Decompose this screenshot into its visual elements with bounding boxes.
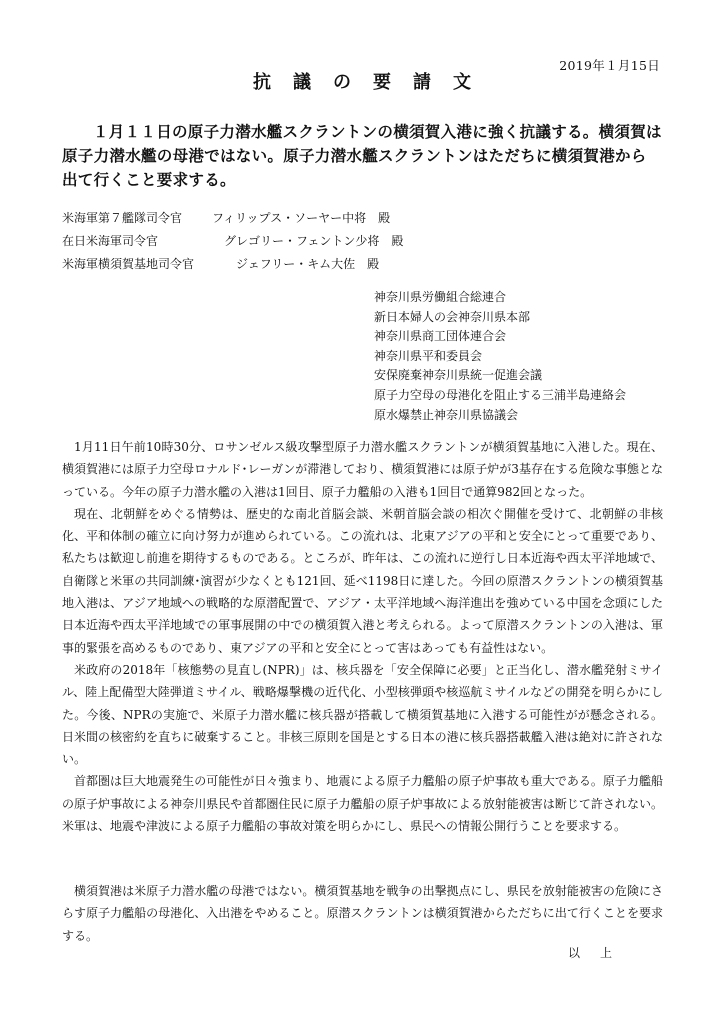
body-paragraph: 1月11日午前10時30分、ロサンゼルス級攻撃型原子力潜水艦スクラントンが横須賀基地に入港した。現在、横須賀港には原子力空母ロナルド･レーガンが滞港しており、横須賀港には原子炉が3基存在する危険な事態となっている。今年の原子力潜水艦の入港は1回目、原子力艦船の入港も1回目で通算982回となった。 <box>62 440 663 499</box>
addressee-row <box>62 229 462 252</box>
body-paragraph: 米政府の2018年「核態勢の見直し(NPR)」は、核兵器を「安全保障に必要」と正当化し、潜水艦発射ミサイル、陸上配備型大陸弾道ミサイル、戦略爆撃機の近代化、小型核弾頭や核巡航ミサイルなどの開発を明らかにした。今後、NPRの実施で、米原子力潜水艦に核兵器が搭載して横須賀基地に入港する可能性がが懸念される。日米間の核密約を直ちに破棄すること。非核三原則を国是とする日本の港に核兵器搭載艦入港は絶対に許されない。 <box>62 662 663 767</box>
conclusion-paragraph: 横須賀港は米原子力潜水艦の母港ではない。横須賀基地を戦争の出撃拠点にし、県民を放射能被害の危険にさらす原子力艦船の母港化、入出港をやめること。原潜スクラントンは横須賀港からただちに出て行くことを要求する。 <box>62 884 663 943</box>
sender-org: 原子力空母の母港化を阻止する三浦半島連絡会 <box>374 387 627 402</box>
addressee-org: 在日米海軍司令官 <box>62 234 159 248</box>
body-paragraph: 現在、北朝鮮をめぐる情勢は、歴史的な南北首脳会談、米朝首脳会談の相次ぐ開催を受けて、北朝鮮の非核化、平和体制の確立に向け努力が進められている。この流れは、北東アジアの平和と安全にとって重要であり、私たちは歓迎し前進を期待するものである。ところが、昨年は、この流れに逆行し日本近海や西太平洋地域で、自衛隊と米軍の共同訓練･演習が少なくとも121回、延べ1198日に達した。今回の原潜スクラントンの横須賀基地入港は、アジア地域への戦略的な原潜配置で、アジア・太平洋地域へ海洋進出を強めている中国を念頭にした日本近海や西太平洋地域での軍事展開の中での横須賀入港と考えられる。よって原潜スクラントンの入港は、軍事的緊張を高めるものであり、東アジアの平和と安全にとって害はあっても有益性はない。 <box>62 506 663 655</box>
sender-list <box>374 288 674 425</box>
sender-org: 安保廃棄神奈川県統一促進会議 <box>374 368 543 383</box>
sender-org: 神奈川県労働組合総連合 <box>374 290 507 304</box>
sender-org: 新日本婦人の会神奈川県本部 <box>374 309 531 324</box>
addressee-org: 米海軍横須賀基地司令官 <box>62 257 195 271</box>
sender-org: 神奈川県平和委員会 <box>374 348 483 363</box>
document-title: 抗議の要請文 <box>253 72 493 93</box>
lead-statement: １月１１日の原子力潜水艦スクラントンの横須賀入港に強く抗議する。横須賀は原子力潜水艦の母港ではない。原子力潜水艦スクラントンはただちに横須賀港から出て行くこと要求する。 <box>62 122 662 189</box>
addressee-name: グレゴリー・フェントン少将 殿 <box>212 234 404 248</box>
sender-org: 原水爆禁止神奈川県協議会 <box>374 407 519 422</box>
sender-org: 神奈川県商工団体連合会 <box>374 329 507 344</box>
addressee-row <box>62 206 462 229</box>
document-date: 2019年１月15日 <box>559 58 660 73</box>
addressee-org: 米海軍第７艦隊司令官 <box>62 211 183 225</box>
addressee-list <box>62 206 462 275</box>
body-paragraph: 首都圏は巨大地震発生の可能性が日々強まり、地震による原子力艦船の原子炉事故も重大である。原子力艦船の原子炉事故による神奈川県民や首都圏住民に原子力艦船の原子炉事故による放射能被害は断じて許されない。米軍は、地震や津波による原子力艦船の事故対策を明らかにし、県民への情報公開行うことを要求する。 <box>62 774 663 834</box>
body-text <box>62 436 663 837</box>
addressee-name: フィリップス・ソーヤー中将 殿 <box>212 211 391 225</box>
addressee-name: ジェフリー・キム大佐 殿 <box>212 257 380 271</box>
conclusion-text <box>62 880 663 947</box>
closing-mark: 以上 <box>567 946 632 960</box>
addressee-row <box>62 252 462 275</box>
